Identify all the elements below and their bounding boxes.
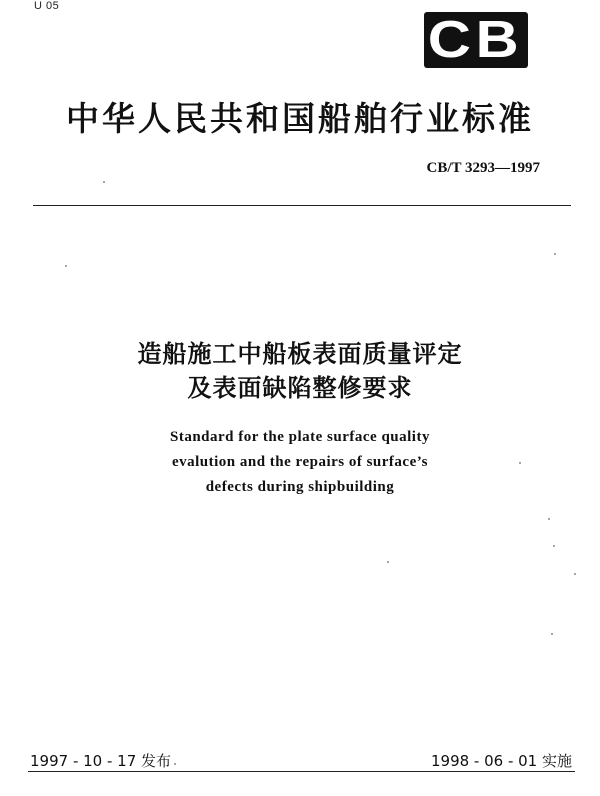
scan-speck xyxy=(553,545,555,547)
bottom-divider xyxy=(28,771,575,772)
cb-logo-text: CB xyxy=(428,11,524,69)
top-divider xyxy=(33,205,571,206)
scan-speck xyxy=(574,573,576,575)
scan-speck xyxy=(551,633,553,635)
english-title-line-3: defects during shipbuilding xyxy=(205,479,395,495)
organization-title: 中华人民共和国船舶行业标准 xyxy=(66,99,534,138)
english-title-line-1: Standard for the plate surface quality xyxy=(170,429,430,445)
chinese-title-line-1: 造船施工中船板表面质量评定 xyxy=(137,340,463,368)
chinese-title-line-2: 及表面缺陷整修要求 xyxy=(187,374,413,402)
scan-speck xyxy=(519,462,521,464)
scan-speck xyxy=(548,518,550,520)
cb-logo xyxy=(424,12,528,68)
scan-speck xyxy=(103,181,105,183)
scan-speck xyxy=(554,253,556,255)
scan-speck xyxy=(387,561,389,563)
standard-number: CB/T 3293—1997 xyxy=(426,160,540,176)
scan-speck xyxy=(174,763,176,765)
implementation-date: 1998 - 06 - 01 实施 xyxy=(430,752,572,770)
classification-code: U 05 xyxy=(34,0,60,12)
scan-speck xyxy=(65,265,67,267)
english-title-line-2: evalution and the repairs of surface’s xyxy=(171,454,429,470)
issue-date: 1997 - 10 - 17 发布 xyxy=(30,752,172,770)
